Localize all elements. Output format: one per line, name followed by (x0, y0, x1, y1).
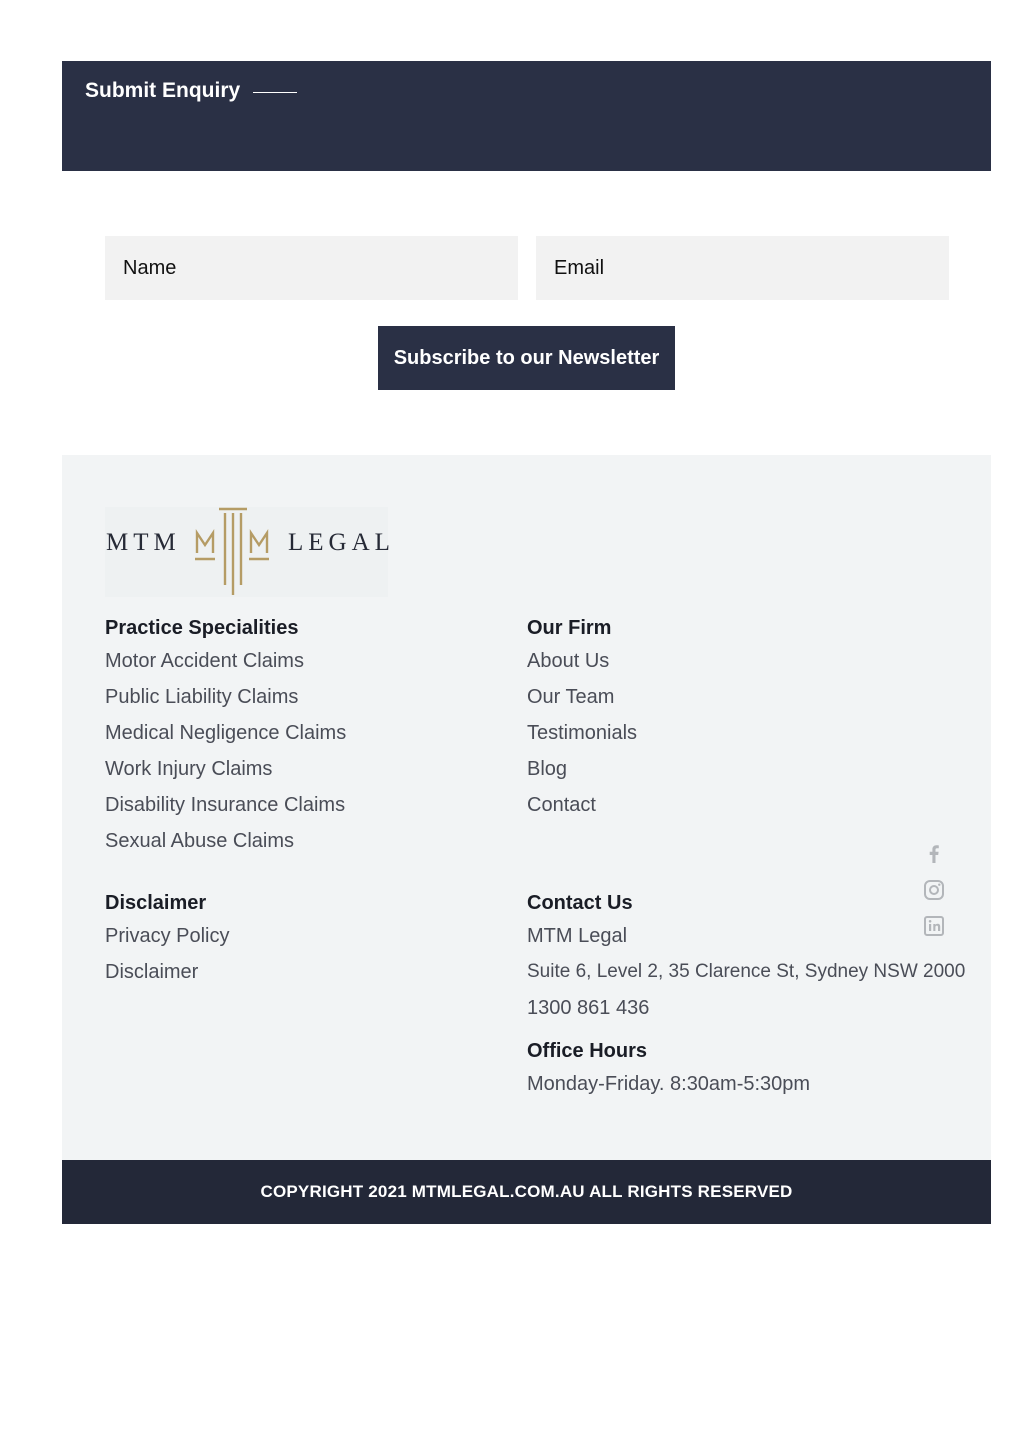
name-input[interactable] (105, 236, 518, 300)
logo-text-left: MTM (106, 529, 181, 556)
enquiry-divider (253, 92, 297, 93)
firm-column (527, 613, 637, 823)
firm-heading: Our Firm (527, 617, 612, 639)
firm-link-testimonials[interactable]: Testimonials (527, 722, 638, 744)
linkedin-icon[interactable] (922, 914, 946, 938)
footer (62, 455, 991, 1160)
practice-link-medical[interactable]: Medical Negligence Claims (105, 722, 347, 744)
disclaimer-column (105, 888, 229, 990)
contact-column (527, 888, 965, 1102)
contact-address: Suite 6, Level 2, 35 Clarence St, Sydney NSW 2000 (527, 961, 966, 982)
firm-link-blog[interactable]: Blog (527, 758, 568, 780)
email-input[interactable] (536, 236, 949, 300)
logo[interactable] (105, 507, 395, 597)
practice-link-work[interactable]: Work Injury Claims (105, 758, 273, 780)
disclaimer-heading: Disclaimer (105, 892, 207, 914)
contact-phone[interactable]: 1300 861 436 (527, 997, 650, 1019)
copyright-bar (62, 1160, 991, 1224)
practice-link-disability[interactable]: Disability Insurance Claims (105, 794, 346, 816)
practice-heading: Practice Specialities (105, 617, 299, 639)
instagram-icon[interactable] (922, 878, 946, 902)
practice-column (105, 613, 346, 859)
facebook-icon[interactable] (922, 841, 946, 865)
disclaimer-link[interactable]: Disclaimer (105, 961, 199, 983)
firm-link-about[interactable]: About Us (527, 650, 610, 672)
practice-link-sexual-abuse[interactable]: Sexual Abuse Claims (105, 830, 294, 852)
copyright-text: COPYRIGHT 2021 MTMLEGAL.COM.AU ALL RIGHTS RESERVED (260, 1182, 793, 1201)
logo-text-right: LEGAL (288, 529, 395, 556)
logo-mark-icon (193, 507, 273, 597)
hours-text: Monday-Friday. 8:30am-5:30pm (527, 1073, 811, 1095)
hours-heading: Office Hours (527, 1040, 648, 1062)
subscribe-button[interactable]: Subscribe to our Newsletter (378, 326, 675, 390)
firm-link-team[interactable]: Our Team (527, 686, 615, 708)
contact-heading: Contact Us (527, 892, 633, 914)
privacy-policy-link[interactable]: Privacy Policy (105, 925, 230, 947)
practice-link-motor[interactable]: Motor Accident Claims (105, 650, 304, 672)
firm-link-contact[interactable]: Contact (527, 794, 596, 816)
enquiry-title[interactable]: Submit Enquiry (85, 79, 241, 102)
enquiry-bar (62, 61, 991, 171)
contact-name: MTM Legal (527, 925, 628, 947)
practice-link-public[interactable]: Public Liability Claims (105, 686, 299, 708)
